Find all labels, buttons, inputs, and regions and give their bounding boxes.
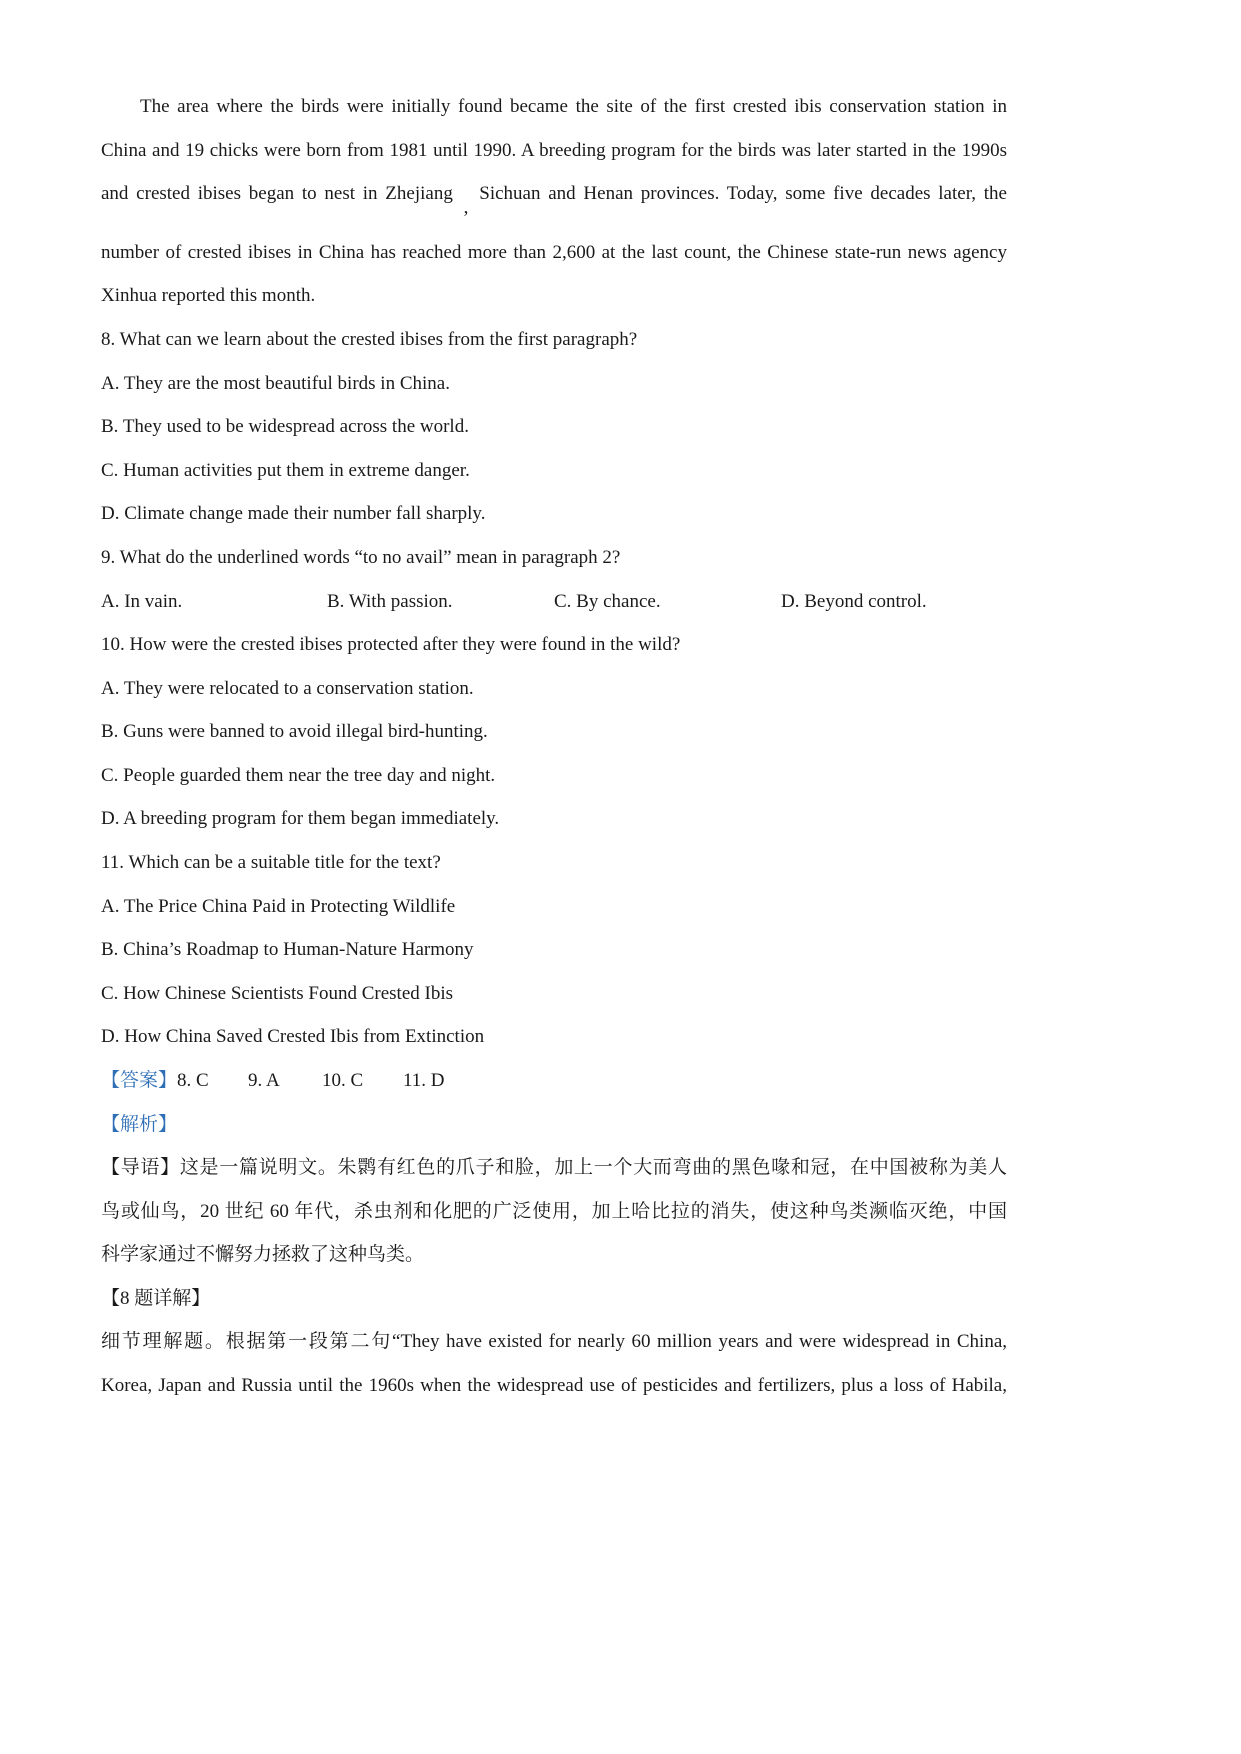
answer-item: 9. A <box>248 1070 280 1091</box>
passage-line-3-start: and crested ibises began to nest in Zhejiang <box>101 183 453 204</box>
passage-line-3-comma: , <box>463 197 469 218</box>
q10-option-b: B. Guns were banned to avoid illegal bird-hunting. <box>101 721 488 742</box>
q11-option-a: A. The Price China Paid in Protecting Wildlife <box>101 896 456 917</box>
q8-option-c: C. Human activities put them in extreme danger. <box>101 460 470 481</box>
q10-stem: 10. How were the crested ibises protected after they were found in the wild? <box>101 634 681 655</box>
q11-option-b: B. China’s Roadmap to Human-Nature Harmony <box>101 939 474 960</box>
answer-row <box>101 1069 1007 1093</box>
answer-item: 8. C <box>177 1070 209 1091</box>
detail-line-1: 细节理解题。根据第一段第二句“They have existed for nearly 60 million years and were widespread in China, <box>101 1331 1007 1352</box>
answer-item: 10. C <box>322 1070 364 1091</box>
q10-option-d: D. A breeding program for them began immediately. <box>101 808 500 829</box>
analysis-label: 【解析】 <box>101 1114 178 1135</box>
passage-line-1: The area where the birds were initially found became the site of the first crested ibis conservation station in <box>140 96 1007 117</box>
q9-option-c: C. By chance. <box>554 591 661 612</box>
passage-line-3 <box>101 182 1007 218</box>
q10-option-c: C. People guarded them near the tree day and night. <box>101 765 496 786</box>
q8-option-b: B. They used to be widespread across the world. <box>101 416 469 437</box>
detail-line-2: Korea, Japan and Russia until the 1960s when the widespread use of pesticides and fertilizers, plus a loss of Habila, <box>101 1375 1007 1396</box>
detail-heading: 【8 题详解】 <box>101 1288 211 1309</box>
passage-line-4: number of crested ibises in China has reached more than 2,600 at the last count, the Chinese state-run news agency <box>101 242 1007 263</box>
q11-option-c: C. How Chinese Scientists Found Crested Ibis <box>101 983 454 1004</box>
passage-line-2: China and 19 chicks were born from 1981 until 1990. A breeding program for the birds was later started in the 1990s <box>101 140 1007 161</box>
passage-line-5: Xinhua reported this month. <box>101 285 316 306</box>
passage-line-3-end: Sichuan and Henan provinces. Today, some five decades later, the <box>479 183 1007 204</box>
q8-stem: 8. What can we learn about the crested ibises from the first paragraph? <box>101 329 638 350</box>
answer-item: 11. D <box>403 1070 445 1091</box>
q8-option-d: D. Climate change made their number fall sharply. <box>101 503 486 524</box>
analysis-intro-line-2: 鸟或仙鸟，20 世纪 60 年代，杀虫剂和化肥的广泛使用，加上哈比拉的消失，使这种鸟类濒临灭绝，中国 <box>101 1201 1007 1222</box>
q11-stem: 11. Which can be a suitable title for the text? <box>101 852 441 873</box>
q9-stem: 9. What do the underlined words “to no avail” mean in paragraph 2? <box>101 547 621 568</box>
analysis-intro-line-1: 【导语】这是一篇说明文。朱鹮有红色的爪子和脸，加上一个大而弯曲的黑色喙和冠，在中国被称为美人 <box>101 1157 1007 1178</box>
answer-label: 【答案】 <box>101 1070 178 1091</box>
analysis-intro-line-3: 科学家通过不懈努力拯救了这种鸟类。 <box>101 1244 425 1265</box>
q9-option-a: A. In vain. <box>101 591 183 612</box>
q9-option-d: D. Beyond control. <box>781 591 927 612</box>
q9-option-b: B. With passion. <box>327 591 453 612</box>
q8-option-a: A. They are the most beautiful birds in China. <box>101 373 450 394</box>
q10-option-a: A. They were relocated to a conservation station. <box>101 678 474 699</box>
q11-option-d: D. How China Saved Crested Ibis from Extinction <box>101 1026 485 1047</box>
